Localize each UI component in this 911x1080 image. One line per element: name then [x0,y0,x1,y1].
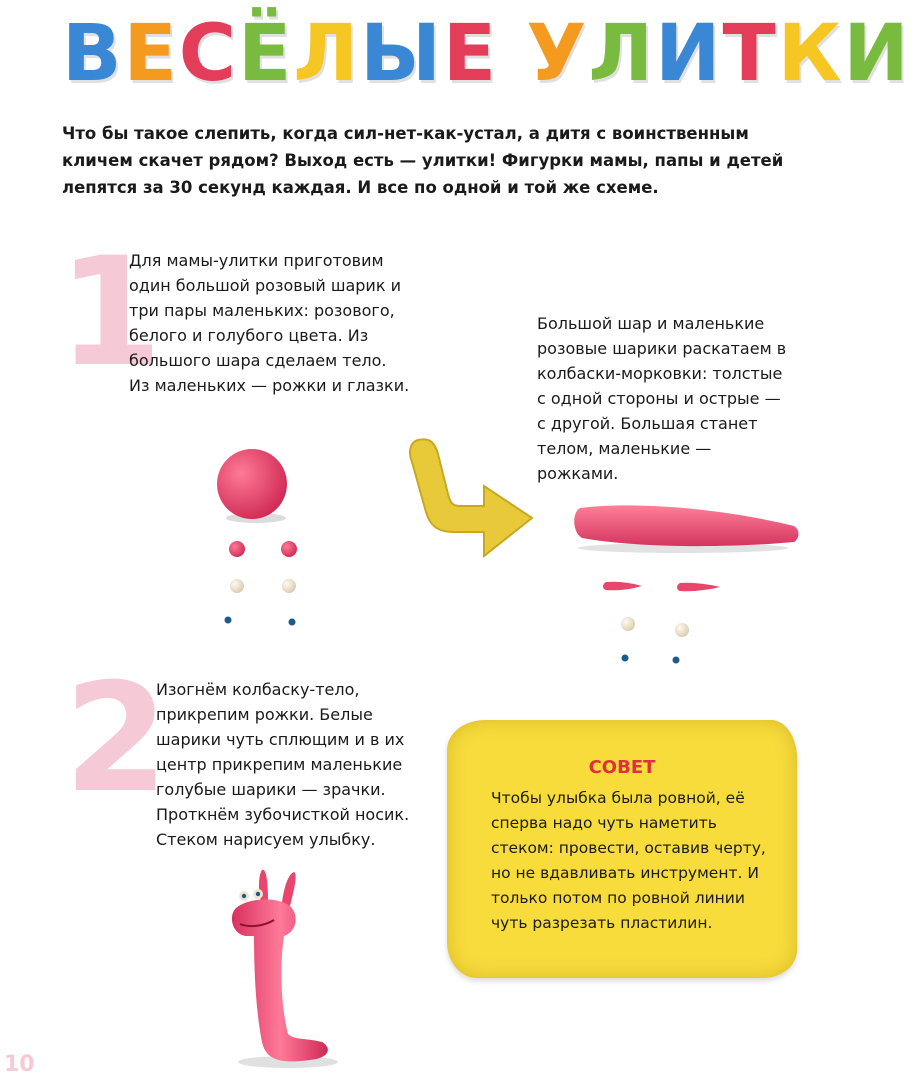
big-pink-ball [217,449,287,519]
pupil [242,894,246,898]
page-number: 10 [4,1052,35,1077]
small-white-ball [230,579,244,593]
big-pink-sausage [574,505,798,546]
small-blue-ball [225,617,232,624]
small-white-ball [621,617,635,631]
small-pink-sausage [603,582,642,591]
title-letter: Ы [360,9,443,99]
step-number-1: 1 [58,226,163,400]
step1b-text: Большой шар и маленькие розовые шарики раскатаем в колбаски-морковки: толстые с одной стороны и острые — с другой. Большая станет телом, маленькие — рожками. [537,314,787,483]
title-letter: В [62,9,124,99]
small-pink-sausage [677,583,720,592]
title-letter: Л [293,9,361,99]
tip-text: Чтобы улыбка была ровной, её сперва надо чуть наметить стеком: провести, оставив черту, но не вдавливать инструмент. И только потом по ровной линии чуть разрезать пластилин. [491,789,766,932]
plasticine-sausages-illustration [568,488,800,668]
title-letter: Е [442,9,499,99]
step1-text: Для мамы-улитки приготовим один большой розовый шарик и три пары маленьких: розового, белого и голубого цвета. Из большого шара сделаем тело. Из маленьких — рожки и глазки. [129,251,410,395]
title-letter: К [777,9,844,99]
snail-body [232,899,328,1061]
step2-text: Изогнём колбаску-тело, прикрепим рожки. Белые шарики чуть сплющим и в их центр прикрепим маленькие голубые шарики — зрачки. Проткнём зубочисткой носик. Стеком нарисуем улыбку. [156,680,410,849]
small-white-ball [282,579,296,593]
title-letter: Е [123,9,179,99]
tip-title: СОВЕТ [588,757,656,778]
page-title [62,6,911,102]
title-letter: Т [722,9,778,99]
intro-paragraph: Что бы такое слепить, когда сил-нет-как-устал, а дитя с воинственным кличем скачет рядом? Выход есть — улитки! Фигурки мамы, папы и детей лепятся за 30 секунд каждая. И все по одной и той же схеме. [62,124,784,197]
small-pink-ball [281,541,297,557]
small-blue-ball [289,619,296,626]
snail-illustration [210,862,340,1072]
title-letter: Л [588,9,656,99]
pupil [256,892,260,896]
title-letter [498,9,526,99]
title-letter: И [843,9,911,99]
small-pink-ball [229,541,245,557]
title-letter: И [655,9,723,99]
arrow-icon [404,432,544,572]
small-blue-ball [622,655,629,662]
title-letter: У [526,9,589,99]
title-letter: С [178,9,238,99]
step-number-2: 2 [64,652,169,826]
horn [282,872,296,906]
title-letter: Ё [238,9,294,99]
small-white-ball [675,623,689,637]
small-blue-ball [673,657,680,664]
plasticine-balls-illustration [200,430,320,640]
